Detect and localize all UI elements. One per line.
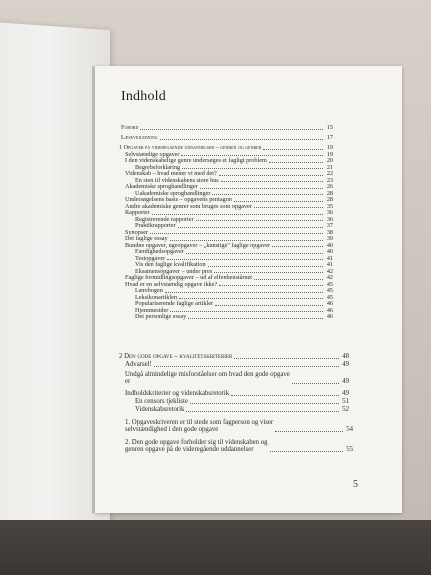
toc-page: 21: [326, 163, 333, 171]
toc-page: 41: [326, 254, 333, 262]
table-of-contents: [95, 66, 402, 513]
toc-page: 39: [326, 235, 333, 242]
toc-page: 36: [326, 215, 333, 223]
toc-page: 46: [326, 313, 333, 320]
toc-label: Undersøgelsens basis – opgavens pentagon: [125, 196, 232, 203]
toc-label: Hvad er en selvstændig opgave ikke?: [125, 280, 218, 288]
toc-entry: [135, 398, 349, 405]
toc-leader: [154, 366, 339, 367]
toc-leader: [196, 220, 323, 221]
toc-leader: [186, 411, 339, 412]
toc-leader: [292, 383, 339, 384]
toc-label: Populariserende faglige artikler: [135, 300, 213, 307]
toc-page: 45: [326, 287, 333, 294]
toc-page: 42: [326, 267, 333, 275]
toc-leader: [181, 155, 323, 156]
toc-page: 46: [326, 306, 333, 314]
toc-entry: [125, 361, 349, 368]
toc-entry: [121, 124, 333, 131]
toc-leader: [234, 201, 323, 202]
toc-leader: [221, 181, 323, 182]
toc-label: Testopgaver: [135, 254, 166, 262]
toc-label: Vis den faglige kvalifikation: [135, 261, 206, 268]
toc-entry: [135, 406, 349, 413]
toc-label: En censors tjekliste: [135, 398, 188, 405]
toc-leader: [272, 246, 323, 247]
toc-label-line: 2. Den gode opgave forholder sig til videnskaben og: [125, 439, 268, 446]
toc-page: 51: [342, 398, 349, 405]
toc-leader: [200, 188, 323, 189]
toc-label-line: Undgå almindelige misforståelser om hvad den gode opgave: [125, 371, 290, 378]
toc-leader: [219, 285, 323, 286]
toc-leader: [214, 272, 323, 273]
toc-page: 28: [326, 189, 333, 197]
toc-page: 38: [326, 228, 333, 236]
toc-leader: [170, 311, 323, 312]
toc-label: Andre akademiske genrer som bruges som opgaver: [125, 202, 252, 210]
toc-leader: [165, 292, 323, 293]
toc-label: Videnskab – hvad mener vi med det?: [125, 170, 217, 177]
toc-label-line: er: [125, 378, 131, 385]
toc-page: 49: [342, 378, 349, 385]
toc-entry: [125, 437, 353, 453]
toc-label: Videnskabsretorik: [135, 406, 185, 413]
toc-page: 41: [326, 261, 333, 268]
toc-label: I den videnskabelige genre undersøges et fagligt problem: [125, 157, 267, 164]
toc-leader: [269, 162, 323, 163]
toc-leader: [190, 403, 339, 404]
toc-page: 49: [342, 361, 349, 368]
toc-label: Begrebsforklaring: [135, 163, 181, 171]
toc-leader: [270, 451, 343, 452]
toc-leader: [170, 240, 323, 241]
toc-label: Uakademiske sproghandlinger: [135, 189, 211, 197]
toc-label: 1 Opgaver på videregående uddannelser – genren og genrer: [119, 144, 262, 151]
toc-label: Indholdskriterier og videnskabsretorik: [125, 390, 230, 397]
toc-chapter: [119, 353, 349, 360]
toc-page: 40: [326, 241, 333, 249]
table-edge: [0, 520, 431, 575]
toc-leader: [160, 139, 323, 140]
toc-label-line: genren opgave på de videregående uddannelser: [125, 446, 254, 453]
toc-label: Faglige formidlingsopgaver – ud af elfenbenstårnet: [125, 274, 252, 281]
toc-leader: [254, 207, 323, 208]
toc-label: Registrerende rapporter: [135, 215, 194, 223]
toc-page: 35: [326, 202, 333, 210]
toc-page: 54: [346, 426, 353, 433]
toc-page: 40: [326, 248, 333, 255]
toc-leader: [234, 358, 339, 359]
toc-label: [125, 419, 273, 433]
toc-page: 36: [326, 209, 333, 216]
toc-label-line: 1. Opgaveskriveren er til stede som fagperson og viser: [125, 419, 274, 426]
toc-leader: [212, 194, 323, 195]
toc-leader: [150, 233, 323, 234]
toc-label: Selvstændige opgaver: [125, 150, 180, 158]
toc-label: 2 Den gode opgave – kvalitetskriterier: [119, 353, 233, 360]
toc-page: 20: [326, 157, 333, 164]
toc-page: 28: [326, 196, 333, 203]
toc-label: Bundne opgaver, ugeopgaver – „kunstige" faglige opgaver: [125, 241, 271, 249]
toc-label: Rapporter: [125, 209, 150, 216]
toc-page: 42: [326, 274, 333, 281]
toc-label: Det personlige essay: [135, 313, 187, 320]
toc-label: Praktikrapporter: [135, 222, 176, 229]
toc-page: 23: [326, 176, 333, 184]
toc-leader: [208, 266, 323, 267]
toc-entry: [125, 369, 349, 385]
toc-label: [125, 371, 290, 385]
toc-page: 52: [342, 406, 349, 413]
toc-entry: [125, 390, 349, 397]
toc-entry: [135, 313, 333, 320]
toc-leader: [186, 253, 323, 254]
toc-label: Eksamensopgaver – under pres: [135, 267, 213, 275]
toc-page: 17: [326, 134, 333, 141]
toc-leader: [231, 395, 339, 396]
toc-label: Advarsel!: [125, 361, 152, 368]
toc-page: 49: [342, 390, 349, 397]
toc-label: [125, 439, 268, 453]
toc-page: 37: [326, 222, 333, 229]
toc-label: Hjemmesider: [135, 306, 169, 314]
toc-page: 46: [326, 300, 333, 307]
toc-leader: [219, 175, 323, 176]
toc-page: 19: [326, 144, 333, 151]
page-number: 5: [353, 479, 358, 490]
toc-leader: [275, 431, 343, 432]
toc-page: 55: [346, 446, 353, 453]
toc-leader: [263, 149, 323, 150]
toc-entry: [125, 417, 353, 433]
toc-leader: [188, 318, 323, 319]
toc-page: 22: [326, 170, 333, 177]
toc-page: 45: [326, 293, 333, 301]
toc-label: Lærebogen: [135, 287, 163, 294]
toc-label: Leksikonartiklen: [135, 293, 177, 301]
toc-leader: [178, 227, 323, 228]
page-title: Indhold: [121, 89, 166, 104]
toc-label: Synopser: [125, 228, 149, 236]
toc-page: 48: [342, 353, 349, 360]
toc-label: Forord: [121, 124, 139, 131]
toc-leader: [215, 305, 323, 306]
toc-label-line: selvstændighed i den gode opgave: [125, 426, 219, 433]
toc-page: 19: [326, 150, 333, 158]
book-page: [95, 66, 402, 513]
toc-page: 26: [326, 183, 333, 190]
toc-label: Læsevejledning: [121, 134, 158, 141]
toc-label: Akademiske sproghandlinger: [125, 183, 198, 190]
toc-leader: [167, 259, 323, 260]
toc-leader: [254, 279, 323, 280]
toc-leader: [182, 168, 323, 169]
toc-leader: [140, 129, 323, 130]
toc-leader: [152, 214, 323, 215]
toc-page: 15: [326, 124, 333, 131]
toc-label: Færdighedsopgaver: [135, 248, 184, 255]
toc-entry: [121, 134, 333, 141]
toc-leader: [179, 298, 323, 299]
toc-page: 45: [326, 280, 333, 288]
toc-label: En sten til videnskabens store hus: [135, 176, 219, 184]
toc-label: Det faglige essay: [125, 235, 168, 242]
